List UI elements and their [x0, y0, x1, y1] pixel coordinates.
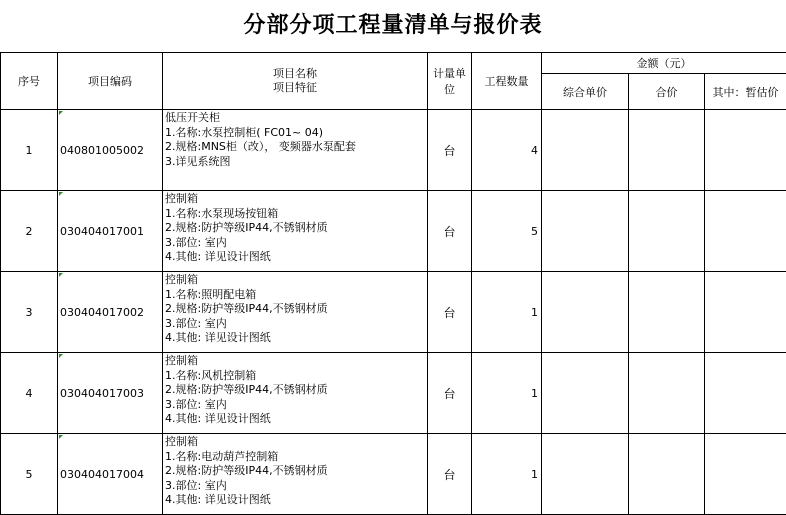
row-unit: 台 [428, 272, 472, 353]
description-line: 2.规格:防护等级IP44,不锈钢材质 [165, 221, 425, 236]
description-line: 控制箱 [165, 435, 425, 450]
row-unit-price [542, 353, 629, 434]
description-line: 4.其他: 详见设计图纸 [165, 331, 425, 346]
row-code: 030404017002 [58, 272, 163, 353]
header-name [163, 53, 428, 110]
row-unit-price [542, 434, 629, 515]
table-row [1, 272, 786, 353]
table-row [1, 191, 786, 272]
header-row-top [1, 53, 786, 74]
header-code: 项目编码 [58, 53, 163, 110]
description-line: 3.详见系统图 [165, 155, 425, 170]
description-line: 控制箱 [165, 192, 425, 207]
row-qty: 1 [472, 272, 542, 353]
row-code: 040801005002 [58, 110, 163, 191]
description-line: 1.名称:水泵现场按钮箱 [165, 207, 425, 222]
description-line: 1.名称:水泵控制柜( FC01~ 04) [165, 126, 425, 141]
header-unit-price: 综合单价 [542, 74, 629, 110]
row-qty: 5 [472, 191, 542, 272]
description-line: 1.名称:风机控制箱 [165, 369, 425, 384]
header-name-line2: 项目特征 [163, 81, 427, 95]
row-provisional [705, 110, 786, 191]
description-line: 控制箱 [165, 354, 425, 369]
row-description [163, 110, 428, 191]
row-qty: 4 [472, 110, 542, 191]
row-unit: 台 [428, 434, 472, 515]
row-provisional [705, 191, 786, 272]
header-provisional: 其中：暂估价 [705, 74, 786, 110]
description-line: 1.名称:电动葫芦控制箱 [165, 450, 425, 465]
description-line: 1.名称:照明配电箱 [165, 288, 425, 303]
header-unit: 计量单位 [428, 53, 472, 110]
description-line: 4.其他: 详见设计图纸 [165, 493, 425, 508]
header-qty: 工程数量 [472, 53, 542, 110]
row-unit: 台 [428, 110, 472, 191]
page-title: 分部分项工程量清单与报价表 [0, 0, 786, 52]
header-amount: 金额（元） [542, 53, 786, 74]
description-line: 4.其他: 详见设计图纸 [165, 412, 425, 427]
row-total [629, 353, 705, 434]
description-line: 3.部位: 室内 [165, 236, 425, 251]
row-description [163, 434, 428, 515]
description-line: 2.规格:防护等级IP44,不锈钢材质 [165, 302, 425, 317]
description-line: 3.部位: 室内 [165, 479, 425, 494]
row-seq: 5 [1, 434, 58, 515]
row-seq: 4 [1, 353, 58, 434]
row-description [163, 272, 428, 353]
row-qty: 1 [472, 353, 542, 434]
header-name-line1: 项目名称 [163, 67, 427, 81]
description-line: 低压开关柜 [165, 111, 425, 126]
bill-of-quantities-table [0, 52, 786, 515]
row-seq: 1 [1, 110, 58, 191]
row-code: 030404017001 [58, 191, 163, 272]
row-total [629, 434, 705, 515]
table-body [1, 110, 786, 515]
description-line: 3.部位: 室内 [165, 317, 425, 332]
table-row [1, 434, 786, 515]
row-unit-price [542, 191, 629, 272]
description-line: 2.规格:防护等级IP44,不锈钢材质 [165, 464, 425, 479]
row-description [163, 353, 428, 434]
row-unit-price [542, 272, 629, 353]
row-description [163, 191, 428, 272]
description-line: 3.部位: 室内 [165, 398, 425, 413]
description-line: 2.规格:防护等级IP44,不锈钢材质 [165, 383, 425, 398]
row-provisional [705, 272, 786, 353]
description-line: 2.规格:MNS柜（改）， 变频器水泵配套 [165, 140, 425, 155]
header-seq: 序号 [1, 53, 58, 110]
row-qty: 1 [472, 434, 542, 515]
row-seq: 2 [1, 191, 58, 272]
row-total [629, 110, 705, 191]
row-code: 030404017003 [58, 353, 163, 434]
row-unit-price [542, 110, 629, 191]
header-total: 合价 [629, 74, 705, 110]
row-unit: 台 [428, 353, 472, 434]
row-total [629, 191, 705, 272]
row-provisional [705, 353, 786, 434]
row-seq: 3 [1, 272, 58, 353]
description-line: 4.其他: 详见设计图纸 [165, 250, 425, 265]
table-row [1, 110, 786, 191]
row-code: 030404017004 [58, 434, 163, 515]
row-total [629, 272, 705, 353]
description-line: 控制箱 [165, 273, 425, 288]
row-unit: 台 [428, 191, 472, 272]
table-row [1, 353, 786, 434]
row-provisional [705, 434, 786, 515]
